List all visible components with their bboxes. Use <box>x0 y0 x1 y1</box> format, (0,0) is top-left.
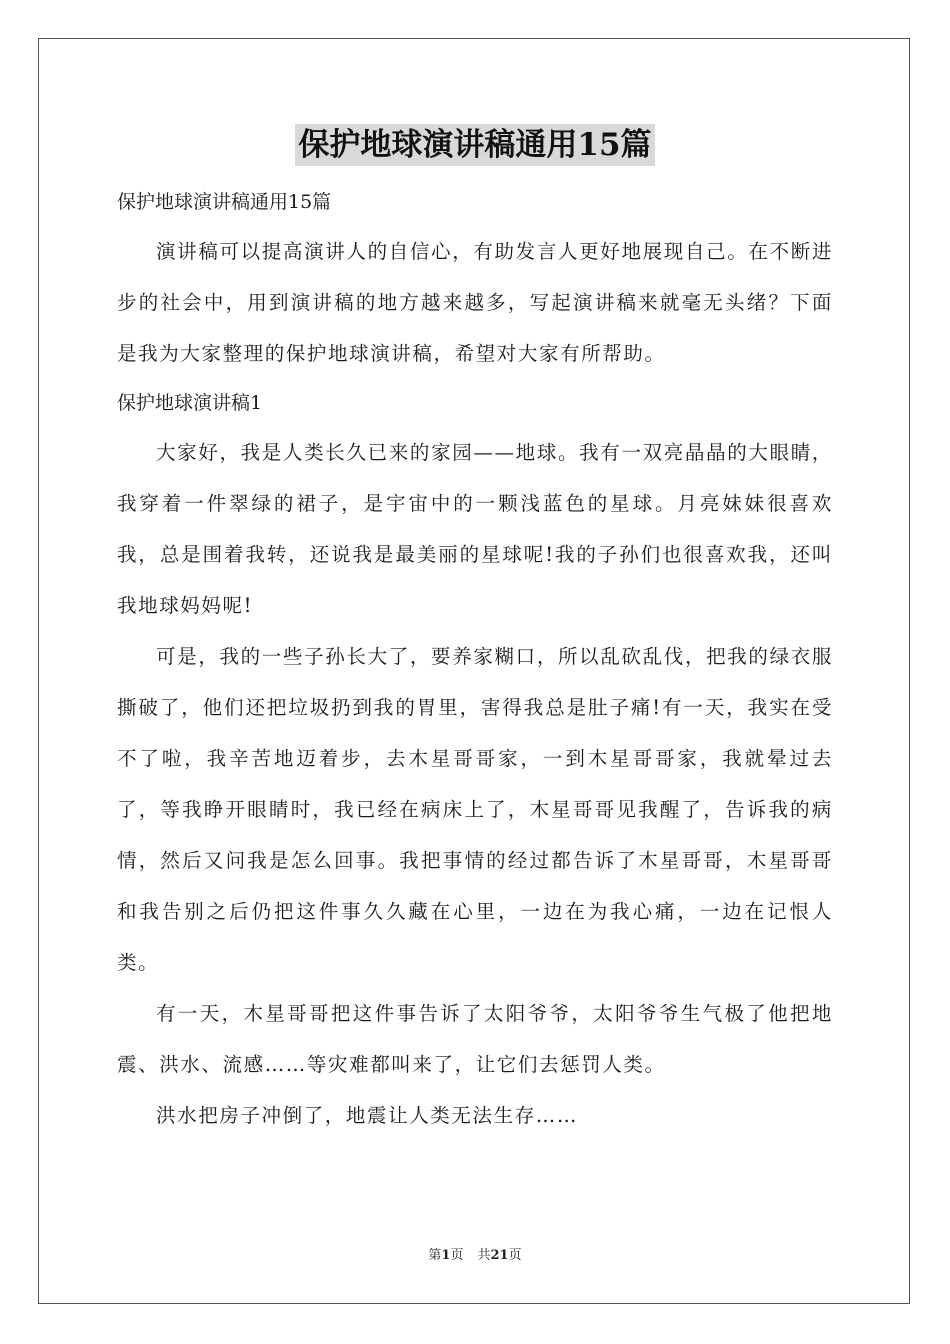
page-suffix: 页 <box>450 1248 464 1263</box>
intro-paragraph: 演讲稿可以提高演讲人的自信心，有助发言人更好地展现自己。在不断进步的社会中，用到演讲稿的地方越来越多，写起演讲稿来就毫无头绪？下面是我为大家整理的保护地球演讲稿，希望对大家有所帮助。 <box>117 240 833 365</box>
total-prefix: 共 <box>477 1248 491 1263</box>
document-body <box>117 178 833 1141</box>
body-paragraph-3: 有一天，木星哥哥把这件事告诉了太阳爷爷，太阳爷爷生气极了他把地震、洪水、流感……等灾难都叫来了，让它们去惩罚人类。 <box>117 1002 833 1076</box>
page-current: 1 <box>441 1248 451 1263</box>
body-paragraph-1: 大家好，我是人类长久已来的家园——地球。我有一双亮晶晶的大眼睛，我穿着一件翠绿的裙子，是宇宙中的一颗浅蓝色的星球。月亮妹妹很喜欢我，总是围着我转，还说我是最美丽的星球呢!我的子孙们也很喜欢我，还叫我地球妈妈呢! <box>117 441 833 617</box>
page-footer <box>0 1246 950 1266</box>
page-prefix: 第 <box>428 1248 442 1263</box>
body-paragraph-4: 洪水把房子冲倒了，地震让人类无法生存…… <box>156 1104 579 1127</box>
document-subtitle: 保护地球演讲稿通用15篇 <box>117 191 332 213</box>
body-paragraph-2: 可是，我的一些子孙长大了，要养家糊口，所以乱砍乱伐，把我的绿衣服撕破了，他们还把垃圾扔到我的胃里，害得我总是肚子痛!有一天，我实在受不了啦，我辛苦地迈着步，去木星哥哥家，一到木星哥哥家，我就晕过去了，等我睁开眼睛时，我已经在病床上了，木星哥哥见我醒了，告诉我的病情，然后又问我是怎么回事。我把事情的经过都告诉了木星哥哥，木星哥哥和我告别之后仍把这件事久久藏在心里，一边在为我心痛，一边在记恨人类。 <box>117 645 833 974</box>
page-total: 21 <box>490 1248 509 1263</box>
total-suffix: 页 <box>508 1248 522 1263</box>
section-heading: 保护地球演讲稿1 <box>117 392 263 414</box>
title-container <box>0 124 950 166</box>
document-title: 保护地球演讲稿通用15篇 <box>295 124 654 166</box>
